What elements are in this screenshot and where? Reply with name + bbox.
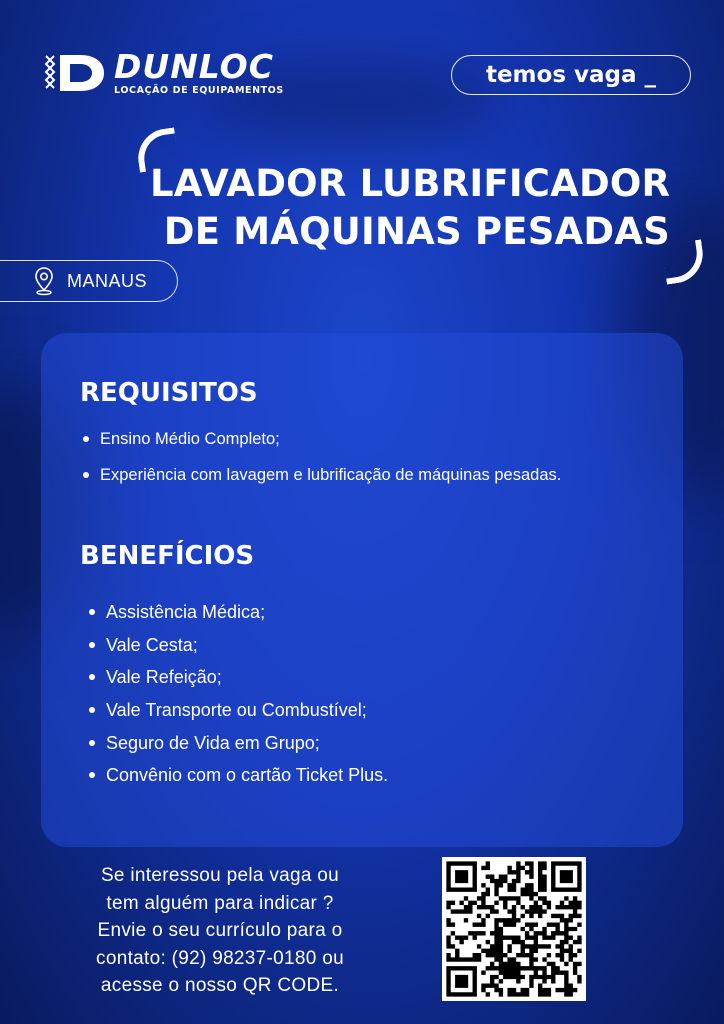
contact-text	[60, 862, 380, 1000]
benefit-item: Vale Refeição;	[86, 665, 388, 698]
benefits-title: BENEFÍCIOS	[80, 541, 255, 571]
brand-logo	[44, 47, 284, 96]
benefit-item: Seguro de Vida em Grupo;	[86, 731, 388, 764]
contact-line: Envie o seu currículo para o	[97, 920, 343, 941]
requirement-item: Ensino Médio Completo;	[80, 428, 561, 464]
benefit-item: Convênio com o cartão Ticket Plus.	[86, 763, 388, 796]
job-title	[150, 160, 670, 256]
location-tag	[0, 260, 178, 302]
job-title-line2: DE MÁQUINAS PESADAS	[163, 210, 670, 253]
contact-line: acesse o nosso QR CODE.	[100, 975, 340, 996]
requirements-list	[80, 428, 561, 500]
benefit-item: Vale Cesta;	[86, 633, 388, 666]
hiring-badge: temos vaga _	[451, 55, 691, 95]
contact-phone-line: contato: (92) 98237-0180 ou	[96, 947, 344, 969]
dunloc-logo-icon	[44, 52, 106, 94]
brand-name: DUNLOC	[114, 47, 274, 86]
requirements-title: REQUISITOS	[80, 378, 258, 408]
job-title-line1: LAVADOR LUBRIFICADOR	[150, 162, 671, 205]
brand-tagline: LOCAÇÃO DE EQUIPAMENTOS	[114, 85, 284, 96]
qr-code-icon	[442, 857, 586, 1001]
location-label: MANAUS	[67, 270, 148, 291]
qr-code[interactable]	[442, 857, 586, 1001]
location-pin-icon	[33, 266, 55, 296]
requirement-item: Experiência com lavagem e lubrificação de máquinas pesadas.	[80, 464, 561, 500]
benefit-item: Assistência Médica;	[86, 600, 388, 633]
benefit-item: Vale Transporte ou Combustível;	[86, 698, 388, 731]
benefits-list	[86, 600, 388, 796]
contact-line: Se interessou pela vaga ou	[100, 865, 340, 886]
contact-line: tem alguém para indicar ?	[106, 892, 334, 914]
